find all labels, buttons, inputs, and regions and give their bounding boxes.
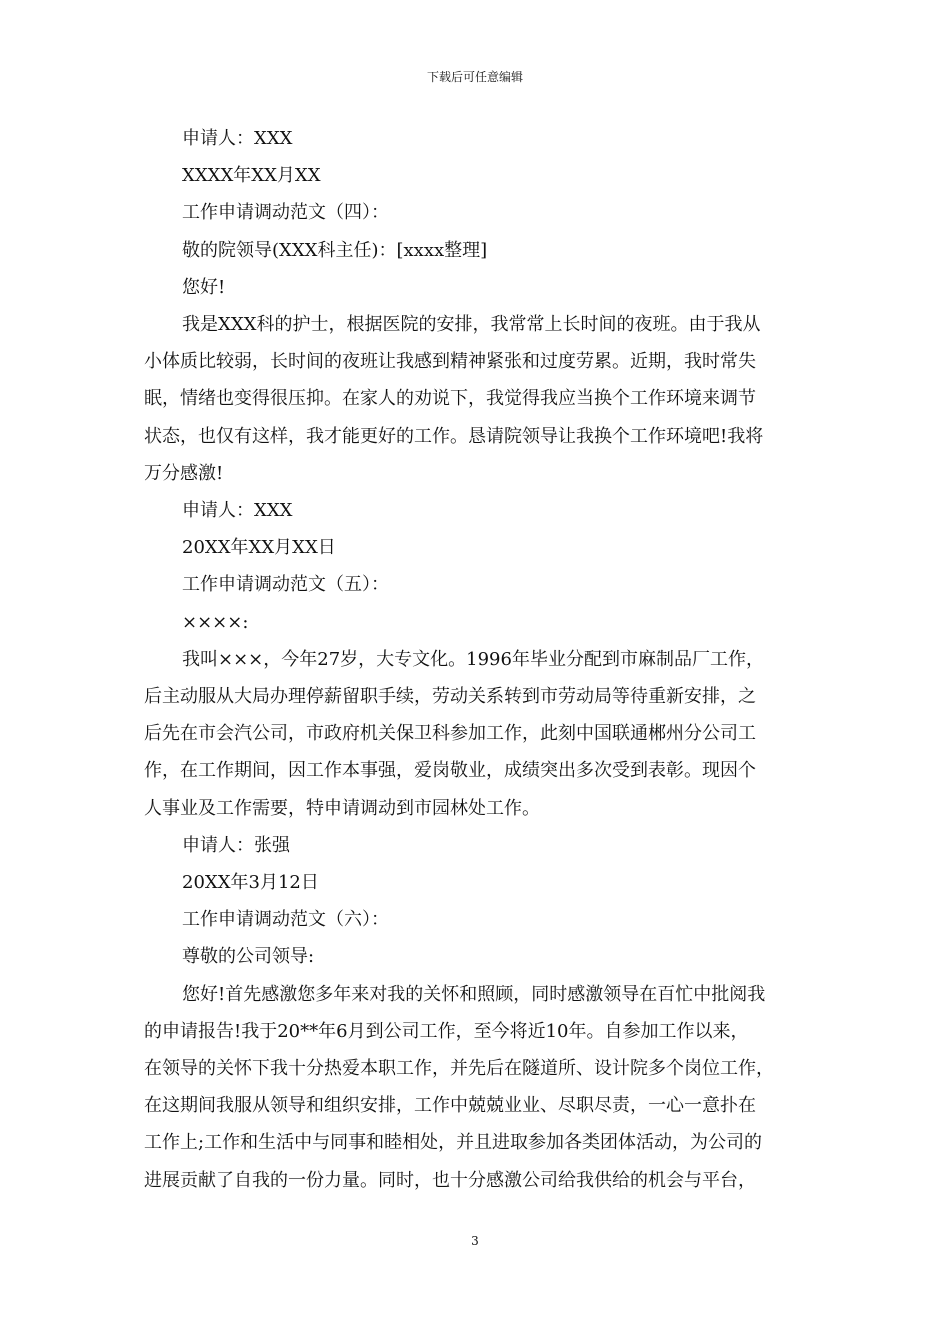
document-body (144, 120, 824, 1199)
section-heading: 工作申请调动范文（五）： (182, 574, 389, 596)
text-line: 您好!首先感激您多年来对我的关怀和照顾，同时感激领导在百忙中批阅我 (182, 983, 766, 1005)
section-heading: 工作申请调动范文（四）： (182, 202, 389, 224)
text-line: 20XX年XX月XX日 (182, 537, 336, 559)
text-line: 申请人：张强 (182, 834, 290, 856)
text-line: 申请人：XXX (182, 128, 293, 149)
text-line: 状态，也仅有这样，我才能更好的工作。恳请院领导让我换个工作环境吧!我将 (144, 425, 764, 447)
text-line: 在这期间我服从领导和组织安排，工作中兢兢业业、尽职尽责，一心一意扑在 (144, 1095, 756, 1117)
text-line: 我是XXX科的护士，根据医院的安排，我常常上长时间的夜班。由于我从 (182, 314, 761, 336)
text-line: 后主动服从大局办理停薪留职手续，劳动关系转到市劳动局等待重新安排，之 (144, 686, 756, 708)
text-line: 尊敬的公司领导: (182, 946, 315, 968)
text-line: 进展贡献了自我的一份力量。同时，也十分感激公司给我供给的机会与平台， (144, 1169, 756, 1191)
text-line: 在领导的关怀下我十分热爱本职工作，并先后在隧道所、设计院多个岗位工作， (144, 1058, 774, 1080)
section-heading: 工作申请调动范文（六）： (182, 909, 389, 931)
text-line: 20XX年3月12日 (182, 872, 319, 894)
text-line: 人事业及工作需要，特申请调动到市园林处工作。 (144, 797, 540, 819)
text-line: 眠，情绪也变得很压抑。在家人的劝说下，我觉得我应当换个工作环境来调节 (144, 388, 756, 410)
text-line: 的申请报告!我于20**年6月到公司工作，至今将近10年。自参加工作以来， (144, 1020, 749, 1042)
text-line: 作，在工作期间，因工作本事强，爱岗敬业，成绩突出多次受到表彰。现因个 (144, 760, 756, 782)
page-header: 下载后可任意编辑 (426, 70, 523, 84)
text-line: 万分感激! (144, 462, 224, 484)
text-line: 敬的院领导(XXX科主任)：[xxxx整理] (182, 239, 488, 261)
text-line: 申请人：XXX (182, 500, 293, 522)
text-line: 小体质比较弱，长时间的夜班让我感到精神紧张和过度劳累。近期，我时常失 (144, 351, 756, 373)
text-line: 后先在市会汽公司，市政府机关保卫科参加工作，此刻中国联通郴州分公司工 (144, 723, 756, 745)
text-line: 我叫×××，今年27岁，大专文化。1996年毕业分配到市麻制品厂工作， (182, 648, 764, 670)
text-line: 工作上;工作和生活中与同事和睦相处，并且进取参加各类团体活动，为公司的 (144, 1132, 763, 1154)
text-line: 您好! (182, 276, 226, 298)
text-line: ××××: (182, 611, 249, 633)
page-number: 3 (471, 1234, 479, 1248)
text-line: XXXX年XX月XX (182, 165, 321, 187)
